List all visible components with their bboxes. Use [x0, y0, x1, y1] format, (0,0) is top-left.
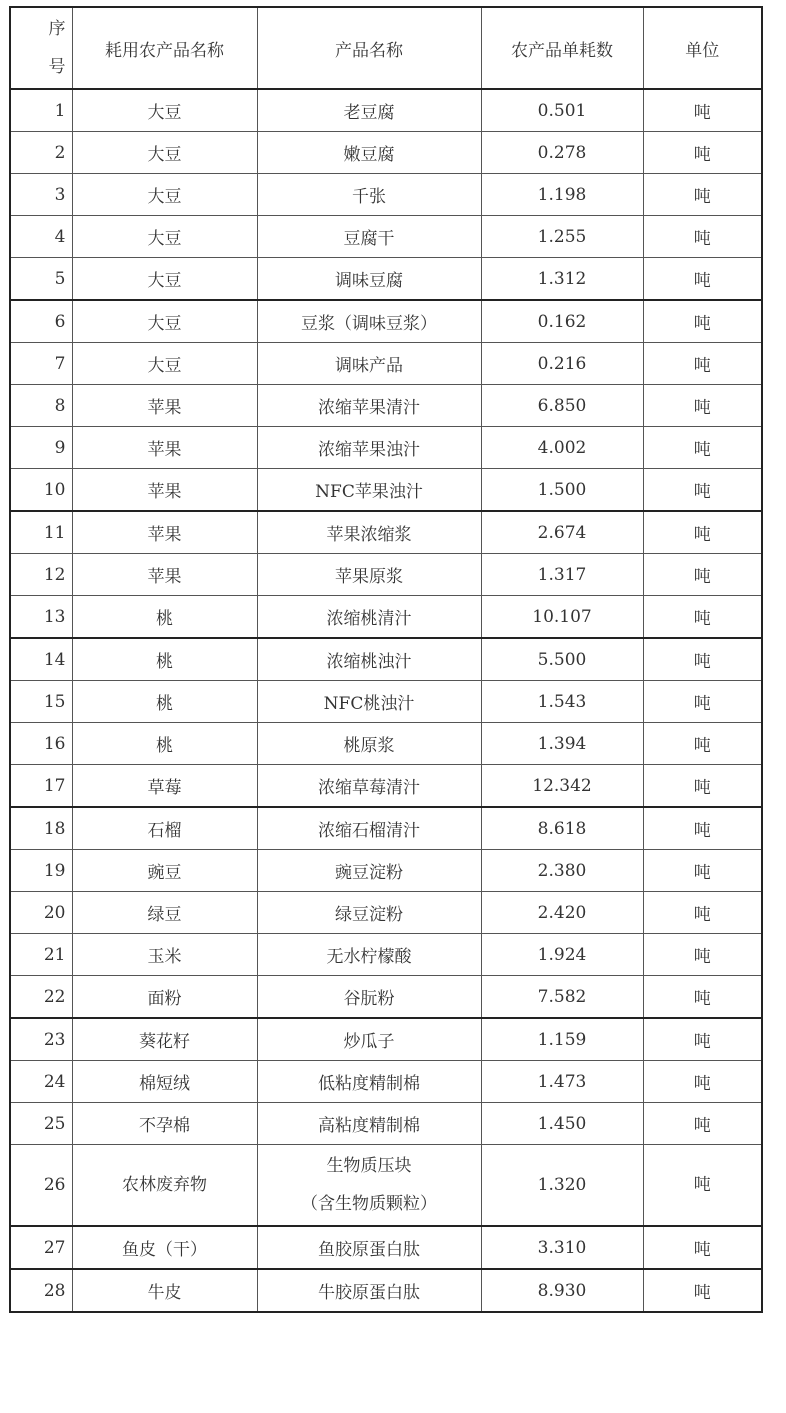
cell-product: 牛胶原蛋白肽	[257, 1269, 481, 1312]
cell-consumption: 8.930	[481, 1269, 643, 1312]
cell-product: 嫩豆腐	[257, 132, 481, 174]
table-row	[10, 174, 762, 216]
cell-consumption: 1.924	[481, 934, 643, 976]
cell-raw-material: 桃	[72, 681, 257, 723]
cell-unit: 吨	[643, 385, 762, 427]
table-row	[10, 258, 762, 301]
cell-raw-material: 苹果	[72, 511, 257, 554]
cell-product: 浓缩草莓清汁	[257, 765, 481, 808]
table-row	[10, 427, 762, 469]
table-row	[10, 1061, 762, 1103]
cell-consumption: 2.674	[481, 511, 643, 554]
table-row	[10, 1226, 762, 1269]
cell-product: 调味豆腐	[257, 258, 481, 301]
cell-seq: 19	[10, 850, 72, 892]
table-row	[10, 807, 762, 850]
table-row	[10, 723, 762, 765]
cell-seq: 17	[10, 765, 72, 808]
cell-raw-material: 大豆	[72, 216, 257, 258]
cell-product: 浓缩苹果浊汁	[257, 427, 481, 469]
cell-unit: 吨	[643, 174, 762, 216]
table-row	[10, 385, 762, 427]
cell-raw-material: 农林废弃物	[72, 1145, 257, 1227]
cell-raw-material: 大豆	[72, 258, 257, 301]
cell-consumption: 1.198	[481, 174, 643, 216]
cell-unit: 吨	[643, 343, 762, 385]
cell-consumption: 1.473	[481, 1061, 643, 1103]
table-row	[10, 343, 762, 385]
cell-product: 浓缩石榴清汁	[257, 807, 481, 850]
cell-seq: 2	[10, 132, 72, 174]
cell-raw-material: 鱼皮（干）	[72, 1226, 257, 1269]
cell-unit: 吨	[643, 132, 762, 174]
cell-product: 老豆腐	[257, 89, 481, 132]
cell-seq: 12	[10, 554, 72, 596]
cell-consumption: 1.394	[481, 723, 643, 765]
table-row	[10, 300, 762, 343]
cell-product-line: （含生物质颗粒）	[301, 1194, 437, 1214]
cell-raw-material: 桃	[72, 638, 257, 681]
table-row	[10, 554, 762, 596]
cell-product: 浓缩桃清汁	[257, 596, 481, 639]
cell-product: 豌豆淀粉	[257, 850, 481, 892]
cell-consumption: 3.310	[481, 1226, 643, 1269]
cell-raw-material: 绿豆	[72, 892, 257, 934]
cell-unit: 吨	[643, 807, 762, 850]
table-row	[10, 89, 762, 132]
cell-consumption: 1.317	[481, 554, 643, 596]
cell-unit: 吨	[643, 638, 762, 681]
cell-seq: 9	[10, 427, 72, 469]
cell-consumption: 1.320	[481, 1145, 643, 1227]
cell-unit: 吨	[643, 1018, 762, 1061]
cell-unit: 吨	[643, 976, 762, 1019]
cell-consumption: 1.500	[481, 469, 643, 512]
cell-raw-material: 苹果	[72, 427, 257, 469]
cell-raw-material: 葵花籽	[72, 1018, 257, 1061]
cell-unit: 吨	[643, 681, 762, 723]
table-row	[10, 892, 762, 934]
table-row	[10, 934, 762, 976]
cell-seq: 1	[10, 89, 72, 132]
cell-product: 浓缩桃浊汁	[257, 638, 481, 681]
table-row	[10, 596, 762, 639]
cell-product: 千张	[257, 174, 481, 216]
cell-consumption: 0.216	[481, 343, 643, 385]
cell-raw-material: 大豆	[72, 89, 257, 132]
cell-seq: 21	[10, 934, 72, 976]
cell-raw-material: 桃	[72, 723, 257, 765]
cell-consumption: 1.543	[481, 681, 643, 723]
cell-product: NFC桃浊汁	[257, 681, 481, 723]
table-row	[10, 765, 762, 808]
cell-unit: 吨	[643, 554, 762, 596]
cell-product: 绿豆淀粉	[257, 892, 481, 934]
header-raw-material: 耗用农产品名称	[72, 7, 257, 89]
consumption-table	[9, 6, 763, 1313]
cell-product: 豆腐干	[257, 216, 481, 258]
cell-seq: 25	[10, 1103, 72, 1145]
cell-product: 鱼胶原蛋白肽	[257, 1226, 481, 1269]
cell-seq: 16	[10, 723, 72, 765]
cell-product-line: 生物质压块	[326, 1156, 412, 1176]
cell-unit: 吨	[643, 723, 762, 765]
cell-raw-material: 苹果	[72, 385, 257, 427]
cell-product: 低粘度精制棉	[257, 1061, 481, 1103]
cell-seq: 5	[10, 258, 72, 301]
cell-consumption: 8.618	[481, 807, 643, 850]
cell-seq: 6	[10, 300, 72, 343]
cell-unit: 吨	[643, 427, 762, 469]
cell-consumption: 0.501	[481, 89, 643, 132]
cell-product: NFC苹果浊汁	[257, 469, 481, 512]
cell-unit: 吨	[643, 892, 762, 934]
table-row	[10, 638, 762, 681]
cell-seq: 4	[10, 216, 72, 258]
cell-consumption: 4.002	[481, 427, 643, 469]
cell-seq: 11	[10, 511, 72, 554]
cell-consumption: 7.582	[481, 976, 643, 1019]
cell-unit: 吨	[643, 89, 762, 132]
cell-raw-material: 大豆	[72, 343, 257, 385]
cell-seq: 15	[10, 681, 72, 723]
cell-seq: 22	[10, 976, 72, 1019]
cell-consumption: 5.500	[481, 638, 643, 681]
cell-unit: 吨	[643, 300, 762, 343]
cell-consumption: 2.380	[481, 850, 643, 892]
cell-product: 调味产品	[257, 343, 481, 385]
table-header-row	[10, 7, 762, 89]
cell-product: 桃原浆	[257, 723, 481, 765]
cell-seq: 10	[10, 469, 72, 512]
table-row	[10, 681, 762, 723]
cell-seq: 28	[10, 1269, 72, 1312]
cell-unit: 吨	[643, 850, 762, 892]
cell-unit: 吨	[643, 511, 762, 554]
cell-unit: 吨	[643, 934, 762, 976]
table-row	[10, 216, 762, 258]
cell-seq: 20	[10, 892, 72, 934]
cell-raw-material: 桃	[72, 596, 257, 639]
cell-raw-material: 石榴	[72, 807, 257, 850]
cell-consumption: 12.342	[481, 765, 643, 808]
table-row	[10, 850, 762, 892]
cell-product: 炒瓜子	[257, 1018, 481, 1061]
table-row	[10, 511, 762, 554]
cell-seq: 13	[10, 596, 72, 639]
cell-unit: 吨	[643, 596, 762, 639]
cell-unit: 吨	[643, 765, 762, 808]
cell-consumption: 1.450	[481, 1103, 643, 1145]
table-row	[10, 976, 762, 1019]
cell-seq: 8	[10, 385, 72, 427]
cell-raw-material: 大豆	[72, 300, 257, 343]
header-seq: 序 号	[10, 7, 72, 89]
cell-unit: 吨	[643, 1145, 762, 1227]
cell-seq: 24	[10, 1061, 72, 1103]
cell-product: 苹果原浆	[257, 554, 481, 596]
cell-raw-material: 大豆	[72, 132, 257, 174]
cell-raw-material: 大豆	[72, 174, 257, 216]
cell-product: 苹果浓缩浆	[257, 511, 481, 554]
cell-unit: 吨	[643, 1269, 762, 1312]
cell-unit: 吨	[643, 1226, 762, 1269]
table-row	[10, 1145, 762, 1227]
cell-consumption: 1.312	[481, 258, 643, 301]
cell-consumption: 6.850	[481, 385, 643, 427]
table-row	[10, 132, 762, 174]
cell-product: 高粘度精制棉	[257, 1103, 481, 1145]
cell-seq: 7	[10, 343, 72, 385]
cell-seq: 27	[10, 1226, 72, 1269]
cell-seq: 23	[10, 1018, 72, 1061]
table-row	[10, 1018, 762, 1061]
cell-raw-material: 面粉	[72, 976, 257, 1019]
cell-consumption: 0.278	[481, 132, 643, 174]
cell-seq: 3	[10, 174, 72, 216]
cell-consumption: 2.420	[481, 892, 643, 934]
cell-seq: 18	[10, 807, 72, 850]
cell-product: 浓缩苹果清汁	[257, 385, 481, 427]
cell-consumption: 10.107	[481, 596, 643, 639]
header-product: 产品名称	[257, 7, 481, 89]
cell-product: 无水柠檬酸	[257, 934, 481, 976]
cell-raw-material: 苹果	[72, 469, 257, 512]
cell-consumption: 1.159	[481, 1018, 643, 1061]
header-unit: 单位	[643, 7, 762, 89]
cell-raw-material: 草莓	[72, 765, 257, 808]
table-row	[10, 1269, 762, 1312]
cell-seq: 26	[10, 1145, 72, 1227]
cell-product: 谷朊粉	[257, 976, 481, 1019]
cell-seq: 14	[10, 638, 72, 681]
cell-raw-material: 棉短绒	[72, 1061, 257, 1103]
cell-product: 豆浆（调味豆浆）	[257, 300, 481, 343]
cell-unit: 吨	[643, 216, 762, 258]
cell-raw-material: 不孕棉	[72, 1103, 257, 1145]
cell-product	[257, 1145, 481, 1227]
cell-raw-material: 玉米	[72, 934, 257, 976]
table-body	[10, 89, 762, 1312]
header-consumption: 农产品单耗数	[481, 7, 643, 89]
cell-raw-material: 苹果	[72, 554, 257, 596]
table-row	[10, 1103, 762, 1145]
cell-raw-material: 牛皮	[72, 1269, 257, 1312]
cell-unit: 吨	[643, 1103, 762, 1145]
cell-unit: 吨	[643, 258, 762, 301]
cell-unit: 吨	[643, 469, 762, 512]
cell-consumption: 0.162	[481, 300, 643, 343]
table-row	[10, 469, 762, 512]
cell-raw-material: 豌豆	[72, 850, 257, 892]
cell-consumption: 1.255	[481, 216, 643, 258]
cell-unit: 吨	[643, 1061, 762, 1103]
